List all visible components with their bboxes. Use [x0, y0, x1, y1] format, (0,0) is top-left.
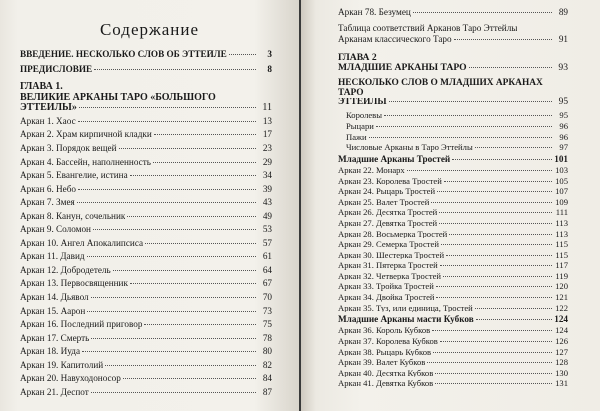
toc-entry-text: Аркан 31. Пятерка Тростей	[338, 261, 438, 270]
toc-entry-text: Аркан 22. Монарх	[338, 165, 405, 175]
toc-entry	[346, 122, 568, 131]
section-title-cont: ЭТТЕЙЛЫ	[338, 98, 387, 108]
left-page	[0, 0, 299, 411]
chapter-2-title: МЛАДШИЕ АРКАНЫ ТАРО	[338, 62, 467, 73]
chapter-1-heading	[20, 82, 272, 114]
section-few-words	[338, 79, 568, 109]
toc-entry-text: Аркан 41. Девятка Кубков	[338, 379, 434, 389]
toc-entry-page: 119	[555, 270, 568, 281]
toc-entry-page: 120	[555, 281, 568, 292]
toc-entry-page: 78	[262, 332, 272, 343]
toc-entry-page: 34	[262, 170, 272, 181]
toc-entry	[338, 282, 568, 291]
toc-entry-text: Пажи	[346, 132, 367, 142]
toc-entry-page: 105	[555, 175, 568, 186]
section-page: 101	[554, 153, 568, 164]
toc-entry	[346, 143, 568, 152]
toc-entry-page: 115	[555, 239, 568, 250]
toc-entry	[338, 187, 568, 196]
toc-entry	[338, 293, 568, 302]
toc-entry-page: 122	[555, 302, 568, 313]
toc-entry	[20, 320, 272, 329]
toc-entry-text: Аркан 30. Шестерка Тростей	[338, 250, 445, 260]
cups-list	[338, 326, 568, 388]
toc-entry	[20, 171, 272, 180]
toc-entry	[338, 369, 568, 378]
toc-entry-page: 75	[262, 319, 272, 330]
toc-entry-page: 17	[262, 129, 272, 140]
toc-entry-text: Аркан 10. Ангел Апокалипсиса	[20, 238, 144, 248]
toc-entry-text: Аркан 17. Смерть	[20, 333, 90, 343]
toc-entry	[338, 240, 568, 249]
toc-entry	[20, 185, 272, 194]
toc-entry-page: 117	[555, 260, 568, 271]
toc-entry	[20, 279, 272, 288]
toc-entry-text: Аркан 32. Четверка Тростей	[338, 271, 441, 281]
toc-entry-page: 53	[262, 224, 272, 235]
toc-entry	[338, 219, 568, 228]
toc-entry-text: Аркан 6. Небо	[20, 184, 77, 194]
toc-entry	[338, 177, 568, 186]
toc-entry	[338, 358, 568, 367]
toc-entry-text: Аркан 4. Бассейн, наполненность	[20, 157, 151, 167]
toc-entry-text: Аркан 2. Храм кирпичной кладки	[20, 130, 152, 140]
toc-entry	[20, 266, 272, 275]
chapter-1-title-cont: ЭТТЕЙЛЫ»	[20, 103, 77, 114]
toc-entry-text: Аркан 37. Королева Кубков	[338, 337, 438, 346]
toc-entry-page: 109	[555, 196, 568, 207]
toc-entry	[338, 24, 568, 33]
toc-entry-page: 82	[262, 359, 272, 370]
toc-entry	[338, 208, 568, 217]
toc-entry-page: 111	[555, 207, 568, 218]
toc-entry-page: 23	[262, 143, 272, 153]
toc-entry-page: 3	[267, 49, 272, 59]
toc-entry	[20, 361, 272, 370]
toc-entry-text: Аркан 78. Безумец	[338, 8, 411, 17]
toc-entry-page: 91	[558, 34, 568, 45]
toc-entry-text: Аркан 19. Капитолий	[20, 360, 104, 370]
toc-entry-page: 130	[555, 367, 568, 378]
toc-right	[338, 8, 568, 390]
toc-entry-text: Аркан 1. Хаос	[20, 116, 76, 126]
wands-list	[338, 166, 568, 312]
section-title: НЕСКОЛЬКО СЛОВ О МЛАДШИХ АРКАНАХ ТАРО	[338, 77, 543, 98]
toc-entry-page: 96	[559, 120, 568, 131]
toc-entry-page: 89	[558, 7, 568, 17]
chapter-1-page: 11	[262, 102, 272, 114]
toc-entry-page: 107	[555, 186, 568, 197]
toc-entry-text: Аркан 20. Навуходоносор	[20, 374, 121, 384]
toc-entry-page: 121	[555, 292, 568, 303]
toc-entry	[20, 158, 272, 167]
toc-entry	[20, 388, 272, 397]
toc-entry-page: 113	[555, 228, 568, 239]
toc-entry-text: Числовые Арканы в Таро Эттейлы	[346, 143, 473, 152]
toc-left	[20, 50, 272, 401]
toc-entry-text: Аркан 3. Порядок вещей	[20, 144, 117, 153]
toc-entry-page: 73	[262, 305, 272, 316]
toc-entry-text: Аркан 38. Рыцарь Кубков	[338, 347, 432, 357]
toc-entry	[338, 304, 568, 313]
chapter-2-page: 93	[558, 61, 568, 73]
toc-entry-page: 97	[559, 142, 568, 153]
toc-entry-text: Аркан 25. Валет Тростей	[338, 197, 430, 207]
toc-entry-page: 115	[555, 249, 568, 260]
section-page: 124	[554, 314, 568, 325]
section-page: 95	[558, 97, 568, 108]
toc-entry-text: Аркан 24. Рыцарь Тростей	[338, 187, 436, 196]
toc-entry	[338, 337, 568, 346]
toc-entry-text: Аркан 18. Иуда	[20, 347, 81, 357]
toc-entry-page: 103	[555, 164, 568, 175]
toc-entry-text: Аркан 27. Девятка Тростей	[338, 218, 438, 228]
toc-entry-page: 49	[262, 210, 272, 221]
toc-entry-page: 43	[262, 197, 272, 208]
toc-entry-text: Аркан 33. Тройка Тростей	[338, 282, 434, 292]
toc-entry	[338, 326, 568, 335]
toc-entry-text: Аркан 7. Змея	[20, 198, 75, 208]
toc-entry-text: Аркан 23. Королева Тростей	[338, 176, 442, 186]
toc-entry	[338, 261, 568, 270]
toc-entry	[338, 230, 568, 239]
court-card-list	[338, 111, 568, 151]
toc-entry-page: 128	[555, 357, 568, 368]
toc-entry-text: Аркан 28. Восьмерка Тростей	[338, 229, 448, 239]
toc-entry-text: Аркан 35. Туз, или единица, Тростей	[338, 303, 473, 313]
chapter-1-title: ВЕЛИКИЕ АРКАНЫ ТАРО «БОЛЬШОГО	[20, 91, 216, 103]
toc-entry-text: Аркан 36. Король Кубков	[338, 326, 431, 336]
toc-entry-page: 96	[559, 131, 568, 142]
toc-entry	[338, 8, 568, 17]
toc-entry-text: Аркан 16. Последний приговор	[20, 320, 143, 330]
chapter-2-label: ГЛАВА 2	[338, 51, 377, 63]
section-wands	[338, 155, 568, 164]
toc-entry-text: Королевы	[346, 111, 383, 120]
toc-entry	[20, 144, 272, 153]
toc-entry-page: 126	[555, 336, 568, 347]
toc-entry-text: Аркан 13. Первосвященник	[20, 279, 128, 289]
toc-entry-page: 95	[559, 110, 568, 121]
toc-entry-page: 70	[262, 292, 272, 303]
toc-entry	[20, 198, 272, 207]
toc-entry	[338, 198, 568, 207]
page-title: Содержание	[99, 20, 200, 39]
toc-entry-page: 131	[555, 378, 568, 389]
toc-entry-text: Аркан 14. Дьявол	[20, 293, 89, 303]
section-title: Младшие Арканы масти Кубков	[338, 315, 474, 325]
toc-entry-text: Аркан 15. Аарон	[20, 306, 86, 316]
toc-entry-page: 124	[555, 325, 568, 336]
toc-entry-text: Аркан 26. Десятка Тростей	[338, 208, 438, 217]
toc-entry-text: Рыцари	[346, 121, 374, 131]
toc-entry-page: 67	[262, 278, 272, 289]
toc-entry-text: ВВЕДЕНИЕ. НЕСКОЛЬКО СЛОВ ОБ ЭТТЕЙЛЕ	[20, 50, 227, 59]
toc-entry	[20, 212, 272, 221]
toc-entry	[338, 166, 568, 175]
toc-entry	[346, 133, 568, 142]
toc-entry	[338, 251, 568, 260]
toc-entry	[20, 293, 272, 302]
toc-entry-text: Аркан 8. Канун, сочельник	[20, 211, 126, 221]
toc-entry-page: 13	[262, 115, 272, 126]
toc-entry-page: 64	[262, 264, 272, 275]
toc-entry	[20, 347, 272, 356]
toc-entry-page: 57	[262, 237, 272, 248]
toc-entry-text: Аркан 12. Добродетель	[20, 265, 111, 275]
arcana-list	[20, 117, 272, 397]
toc-entry-text: Аркан 9. Соломон	[20, 225, 91, 235]
toc-entry-text: Аркан 34. Двойка Тростей	[338, 293, 435, 302]
toc-entry-page: 84	[262, 373, 272, 384]
toc-entry-text: Аркан 5. Евангелие, истина	[20, 171, 128, 181]
toc-entry-text: Арканам классического Таро	[338, 35, 452, 45]
section-title: Младшие Арканы Тростей	[338, 154, 451, 164]
toc-entry-text: Аркан 39. Валет Кубков	[338, 358, 426, 367]
toc-entry	[20, 307, 272, 316]
toc-entry	[338, 379, 568, 388]
toc-entry	[338, 272, 568, 281]
toc-entry	[338, 348, 568, 357]
toc-entry-page: 39	[262, 183, 272, 194]
toc-entry-page: 113	[555, 217, 568, 228]
toc-entry-text: Таблица соответствий Арканов Таро Эттейлы	[338, 24, 518, 34]
right-page	[301, 0, 600, 411]
toc-entry-text: Аркан 29. Семерка Тростей	[338, 240, 439, 249]
toc-entry	[20, 117, 272, 126]
toc-entry-text: Аркан 40. Десятка Кубков	[338, 368, 434, 378]
toc-entry-intro	[20, 50, 272, 59]
toc-entry-page: 87	[262, 386, 272, 397]
toc-entry	[20, 130, 272, 139]
toc-entry-text: ПРЕДИСЛОВИЕ	[20, 65, 93, 75]
toc-entry-text: Аркан 21. Деспот	[20, 387, 89, 397]
toc-entry-page: 8	[267, 64, 272, 75]
chapter-1-label: ГЛАВА 1.	[20, 81, 63, 93]
toc-entry-page: 127	[555, 346, 568, 357]
toc-entry	[338, 35, 568, 44]
toc-entry	[20, 239, 272, 248]
toc-entry-text: Аркан 11. Давид	[20, 252, 85, 262]
toc-entry	[20, 374, 272, 383]
toc-entry-page: 29	[262, 156, 272, 167]
toc-entry-page: 61	[262, 251, 272, 262]
section-cups	[338, 315, 568, 324]
toc-entry-page: 80	[262, 346, 272, 357]
chapter-2-heading	[338, 53, 568, 73]
toc-entry	[20, 252, 272, 261]
toc-entry	[20, 225, 272, 234]
toc-entry-preface	[20, 65, 272, 74]
toc-entry	[346, 111, 568, 120]
toc-entry	[20, 334, 272, 343]
